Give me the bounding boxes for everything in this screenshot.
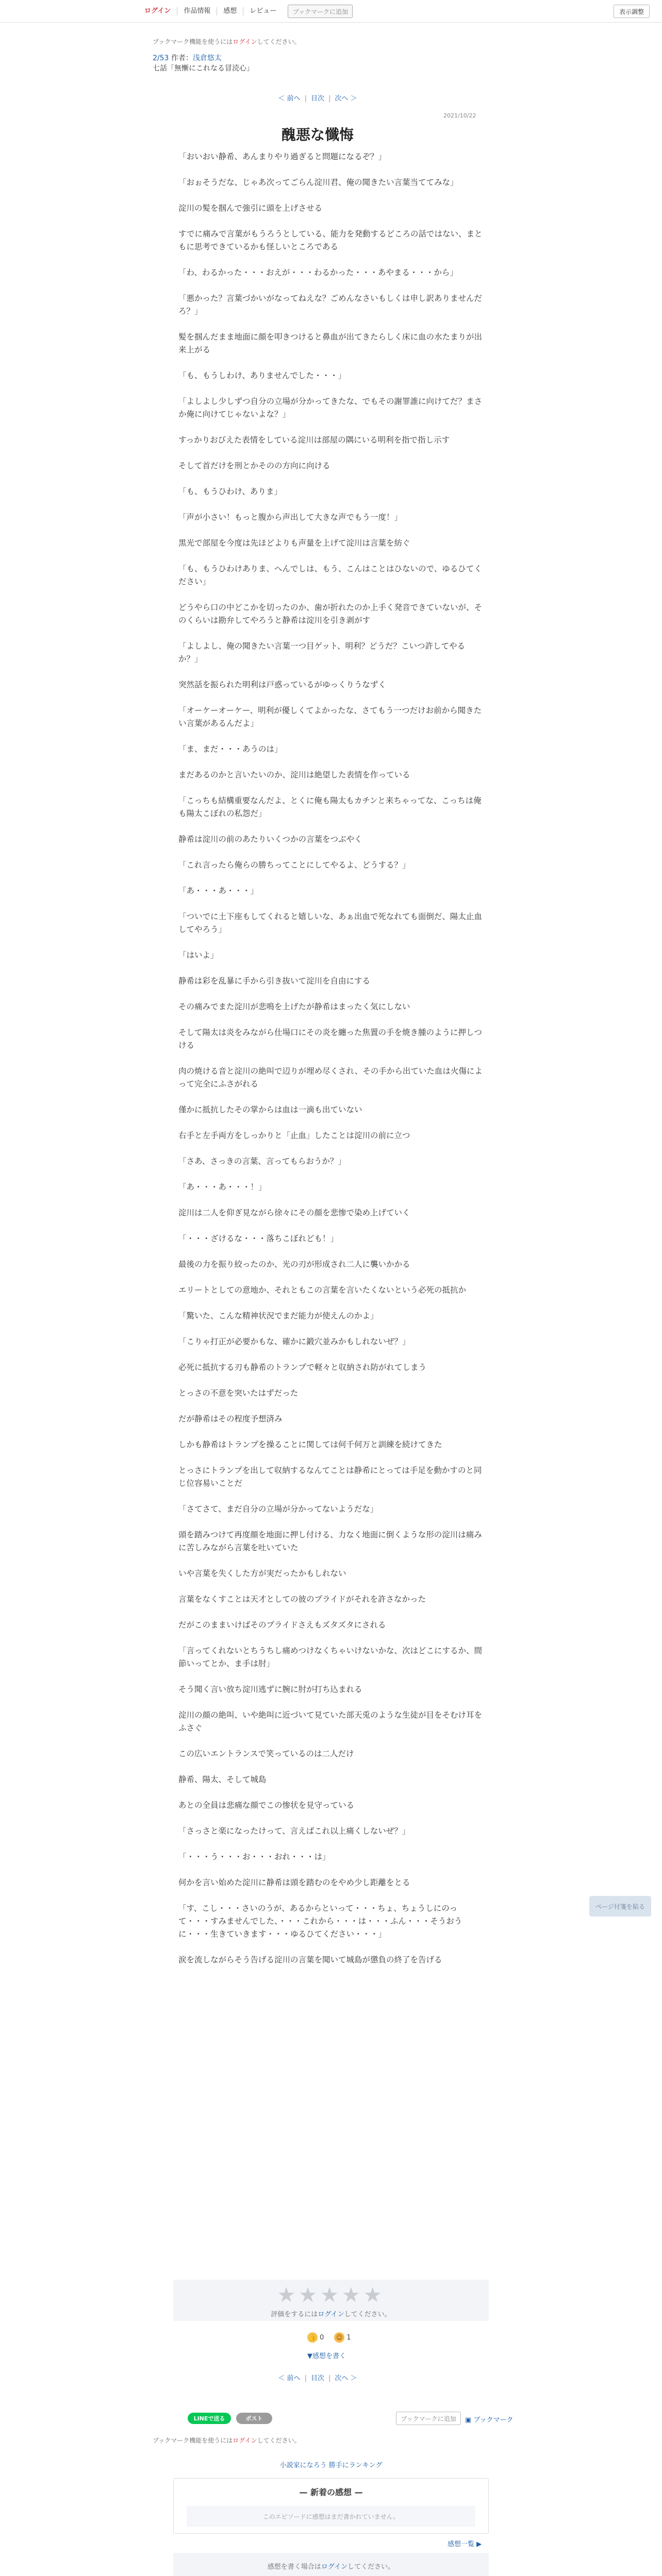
toc-link[interactable]: 目次	[310, 95, 324, 103]
story-paragraph: 「・・・う・・・お・・・おれ・・・は」	[178, 1852, 330, 1861]
story-paragraph: とっさの不意を突いたはずだった	[178, 1388, 299, 1398]
impression-login-note	[173, 2553, 489, 2576]
story-paragraph: まだあるのかと言いたいのか、淀川は絶望した表情を作っている	[178, 770, 410, 779]
story-paragraph: だがこのままいけばそのプライドさえもズタズタにされる	[178, 1620, 386, 1630]
bookmark-link[interactable]: ▣ ブックマーク	[465, 2416, 514, 2424]
next-link[interactable]: 次へ ＞	[335, 95, 357, 103]
smile-count: 1	[346, 2333, 351, 2342]
story-body	[178, 150, 483, 1979]
note-text: 評価をするには	[271, 2311, 318, 2318]
story-paragraph: 「さてさて、まだ自分の立場が分かってないようだな」	[178, 1504, 378, 1514]
smile-icon: ☺	[334, 2332, 344, 2343]
story-paragraph: 右手と左手両方をしっかりと「止血」したことは淀川の前に立つ	[178, 1131, 410, 1140]
login-link[interactable]: ログイン	[141, 7, 177, 15]
story-paragraph: 必死に抵抗する刃も静希のトランプで軽々と収納され防がれてしまう	[178, 1363, 426, 1372]
note-text: 感想を書く場合は	[267, 2563, 321, 2571]
note-text: ブックマーク機能を使うには	[153, 38, 233, 45]
story-paragraph: 「悪かった？言葉づかいがなってねえな？ごめんなさいもしくは申し訳ありませんだろ？」	[178, 294, 483, 316]
add-bookmark-button[interactable]: ブックマークに追加	[288, 5, 353, 18]
story-paragraph: 「も、もうひわけ、ありま」	[178, 487, 282, 496]
story-paragraph: 「さあ、さっきの言葉、言ってもらおうか？」	[178, 1157, 346, 1166]
line-share-button[interactable]: LINEで送る	[188, 2413, 231, 2424]
story-paragraph: 涙を流しながらそう告げる淀川の言葉を聞いて城島が懲負の終了を告げる	[178, 1955, 442, 1964]
impressions-title: — 新着の感想 —	[299, 2487, 363, 2497]
rating-login-note	[173, 2309, 489, 2318]
impressions-empty: このエピソードに感想はまだ書かれていません。	[187, 2506, 475, 2527]
story-paragraph: 「ま、まだ・・・あうのは」	[178, 744, 283, 754]
toc-link[interactable]: 目次	[310, 2375, 324, 2382]
story-paragraph: とっさにトランプを出して収納するなんてことは静希にとっては手足を動かすのと同じ位容易いことだ	[178, 1466, 482, 1488]
story-paragraph: だが静希はその程度予想済み	[178, 1414, 283, 1423]
story-paragraph: 「あ・・・あ・・・！」	[178, 1182, 267, 1192]
review-link[interactable]: レビュー	[250, 7, 277, 15]
story-paragraph: 淀川の髪を掴んで強引に頭を上げさせる	[178, 204, 323, 213]
ranking-link[interactable]: 小説家になろう 勝手にランキング	[279, 2462, 383, 2469]
bookmark-login-note	[153, 37, 483, 46]
story-paragraph: 僅かに抵抗したその掌からは血は一滴も出ていない	[178, 1105, 362, 1114]
next-link[interactable]: 次へ ＞	[335, 2375, 357, 2382]
chapter-title: 七話「無慚にこれなる冒涜心」	[153, 64, 254, 73]
story-paragraph: 何かを言い始めた淀川に静希は頭を踏むのをやめ少し距離をとる	[178, 1878, 410, 1887]
post-date: 2021/10/22	[443, 112, 476, 119]
story-paragraph: 最後の力を振り絞ったのか、光の刃が形成され二人に襲いかかる	[178, 1260, 410, 1269]
impressions-list-link[interactable]: 感想一覧 ▶	[448, 2540, 482, 2548]
note-text: ブックマーク機能を使うには	[153, 2437, 233, 2444]
story-paragraph: 黒光で部屋を今度は先ほどよりも声量を上げて淀川は言葉を紡ぐ	[178, 538, 410, 548]
story-paragraph: 「す、こし・・・さいのうが、あるからといって・・・ちょ、ちょうしにのって・・・すみませんでした、・・・これから・・・は・・・ふん・・・そうおうに・・・生きていきます・・・ゆるひてください・・・」	[178, 1904, 462, 1939]
smile-reaction[interactable]	[334, 2332, 351, 2343]
story-paragraph: どうやら口の中どこかを切ったのか、歯が折れたのか上手く発音できていないが、そのくらいは勘弁してやろうと静希は淀川を引き剥がす	[178, 603, 483, 625]
impression-login-link[interactable]: ログイン	[321, 2563, 348, 2571]
story-paragraph: 静希は彩を乱暴に手から引き抜いて淀川を自由にする	[178, 976, 371, 986]
story-paragraph: 「はいよ」	[178, 951, 219, 960]
story-paragraph: 静希は淀川の前のあたりいくつかの言葉をつぶやく	[178, 835, 362, 844]
site-header	[0, 0, 662, 23]
story-paragraph: 「言ってくれないとちうちし痛めつけなくちゃいけないかな、次はどこにするか、間節いってとか、ま手は肘」	[178, 1646, 483, 1668]
story-paragraph: 「声が小さい！もっと腹から声出して大きな声でもう一度！」	[178, 513, 403, 522]
series-info	[153, 54, 483, 63]
note-login-link[interactable]: ログイン	[233, 2437, 257, 2444]
page-bookmark-widget[interactable]: ページ付箋を貼る	[589, 1896, 651, 1917]
thumbs-up-icon: 👍	[307, 2332, 318, 2343]
story-paragraph: 髪を掴んだまま地面に顔を叩きつけると鼻血が出てきたらしく床に血の水たまりが出来上がる	[178, 332, 483, 354]
like-reaction[interactable]	[307, 2332, 324, 2343]
story-paragraph: 「さっさと楽になったけって、言えばこれ以上痛くしないぜ？」	[178, 1826, 410, 1836]
new-impressions-box	[173, 2478, 489, 2534]
story-paragraph: 「こっちも結構重要なんだよ、とくに俺も陽太もカチンと来ちゃってな、こっちは俺も陽太こぼれの私怨だ」	[178, 796, 482, 818]
story-paragraph: 「おぉそうだな、じゃあ次ってごらん淀川君、俺の聞きたい言葉当ててみな」	[178, 178, 458, 187]
story-paragraph: 「も、もうひわけありま、へんでしは、もう、こんはことはひないので、ゆるひてください」	[178, 564, 482, 586]
episode-number-link[interactable]: 2/53	[153, 54, 169, 62]
note-text: してください。	[347, 2563, 395, 2571]
note-text: してください。	[257, 2437, 301, 2444]
story-paragraph: 「よしよし少しずつ自分の立場が分かってきたな、でもその謝罪誰に向けてだ？まさか俺に向けてじゃないよな？」	[178, 397, 483, 419]
pager-bottom: ＜ 前へ | 目次 | 次へ ＞	[278, 2375, 357, 2382]
rating-box	[173, 2280, 489, 2321]
story-paragraph: その痛みでまた淀川が悲鳴を上げたが静希はまったく気にしない	[178, 1002, 410, 1011]
story-paragraph: そして首だけを刑とかそのの方向に向ける	[178, 461, 330, 470]
story-paragraph: すでに痛みで言葉がもうろうとしている、能力を発動するどころの話ではない、まともに思考できているかも怪しいところである	[178, 229, 483, 251]
story-paragraph: しかも静希はトランプを操ることに関しては何千何万と訓練を続けてきた	[178, 1440, 442, 1449]
story-paragraph: すっかりおびえた表情をしている淀川は部屋の隅にいる明利を指で指し示す	[178, 435, 450, 445]
story-paragraph: 「おいおい静希、あんまりやり過ぎると問題になるぞ？」	[178, 152, 387, 161]
author-label: 作者：	[171, 54, 193, 62]
story-paragraph: 「オーケーオーケー、明利が優しくてよかったな、さてもう一つだけお前から聞きたい言葉があるんだよ」	[178, 706, 482, 728]
share-toolbar	[188, 2411, 514, 2426]
prev-link[interactable]: ＜ 前へ	[278, 2375, 301, 2382]
note-text: してください。	[344, 2311, 391, 2318]
display-settings-button[interactable]: 表示調整	[614, 5, 650, 18]
rating-login-link[interactable]: ログイン	[318, 2311, 344, 2318]
add-bookmark-button-bottom[interactable]: ブックマークに追加	[396, 2412, 461, 2425]
work-info-link[interactable]: 作品情報	[177, 7, 217, 15]
story-paragraph: あとの全員は悲痛な顔でこの惨状を見守っている	[178, 1801, 355, 1810]
story-paragraph: 淀川の顔の絶叫、いや絶叫に近づいて見ていた部天兎のような生徒が目をそむけ耳をふさぐ	[178, 1710, 483, 1733]
story-paragraph: エリートとしての意地か、それともこの言葉を言いたくないという必死の抵抗か	[178, 1285, 467, 1295]
story-paragraph: いや言葉を失くした方が実だったかもしれない	[178, 1569, 346, 1578]
story-paragraph: そして陽太は炎をみながら仕場口にその炎を纏った焦置の手を焼き腫のように押しつける	[178, 1028, 483, 1050]
story-paragraph: 「これ言ったら俺らの勝ちってことにしてやるよ、どうする？」	[178, 860, 410, 870]
prev-link[interactable]: ＜ 前へ	[278, 95, 301, 103]
x-post-button[interactable]: ポスト	[236, 2413, 272, 2424]
story-paragraph: 静希、陽太、そして城島	[178, 1775, 267, 1784]
story-paragraph: 肉の焼ける音と淀川の絶叫で辺りが埋め尽くされ、その手から出ていた血は火傷によって完全にふさがれる	[178, 1066, 483, 1089]
story-paragraph: そう聞く言い放ち淀川逃ずに腕に肘が打ち込まれる	[178, 1685, 362, 1694]
rating-stars[interactable]: ★★★★★	[277, 2283, 385, 2307]
impressions-link[interactable]: 感想	[217, 7, 243, 15]
note-text: してください。	[257, 38, 301, 45]
write-impression-link[interactable]: ▼感想を書く	[307, 2352, 346, 2360]
story-paragraph: 「驚いた、こんな精神状況でまだ能力が使えんのかよ」	[178, 1311, 378, 1320]
story-paragraph: 「・・・ざけるな・・・落ちこぼれども！」	[178, 1234, 339, 1243]
author-link[interactable]: 浅倉悠太	[192, 54, 222, 62]
story-paragraph: 「ついでに土下座もしてくれると嬉しいな、あぁ出血で死なれても面倒だ、陽太止血してやろう」	[178, 912, 482, 934]
story-paragraph: 突然話を振られた明利は戸惑っているがゆっくりうなずく	[178, 680, 386, 689]
story-title: 醜悪な懺悔	[281, 126, 354, 143]
story-paragraph: 「こりゃ打正が必要かもな、確かに鍛穴並みかもしれないぜ？」	[178, 1337, 410, 1346]
story-paragraph: 「よしよし、俺の聞きたい言葉一つ目ゲット、明利？どうだ？こいつ許してやるか？」	[178, 641, 465, 664]
story-paragraph: 「あ・・・あ・・・」	[178, 886, 259, 895]
story-paragraph: 淀川は二人を仰ぎ見ながら徐々にその顔を悲惨で染め上げていく	[178, 1208, 410, 1217]
story-paragraph: 頭を踏みつけて再度顔を地面に押し付ける、力なく地面に倒くような形の淀川は痛みに苦しみながら言葉を吐いていた	[178, 1530, 482, 1552]
note-login-link[interactable]: ログイン	[233, 38, 257, 45]
pager-top: ＜ 前へ | 目次 | 次へ ＞	[278, 95, 357, 103]
story-paragraph: 「わ、わるかった・・・おえが・・・わるかった・・・あやまる・・・から」	[178, 268, 458, 277]
story-paragraph: 「も、もうしわけ、ありませんでした・・・」	[178, 371, 346, 380]
reactions	[307, 2332, 351, 2343]
like-count: 0	[320, 2333, 324, 2342]
bookmark-login-note-bottom	[153, 2436, 483, 2445]
top-nav	[141, 4, 353, 19]
story-paragraph: 言葉をなくすことは天才としての彼のプライドがそれを許さなかった	[178, 1595, 426, 1604]
story-paragraph: この広いエントランスで笑っているのは二人だけ	[178, 1749, 354, 1758]
